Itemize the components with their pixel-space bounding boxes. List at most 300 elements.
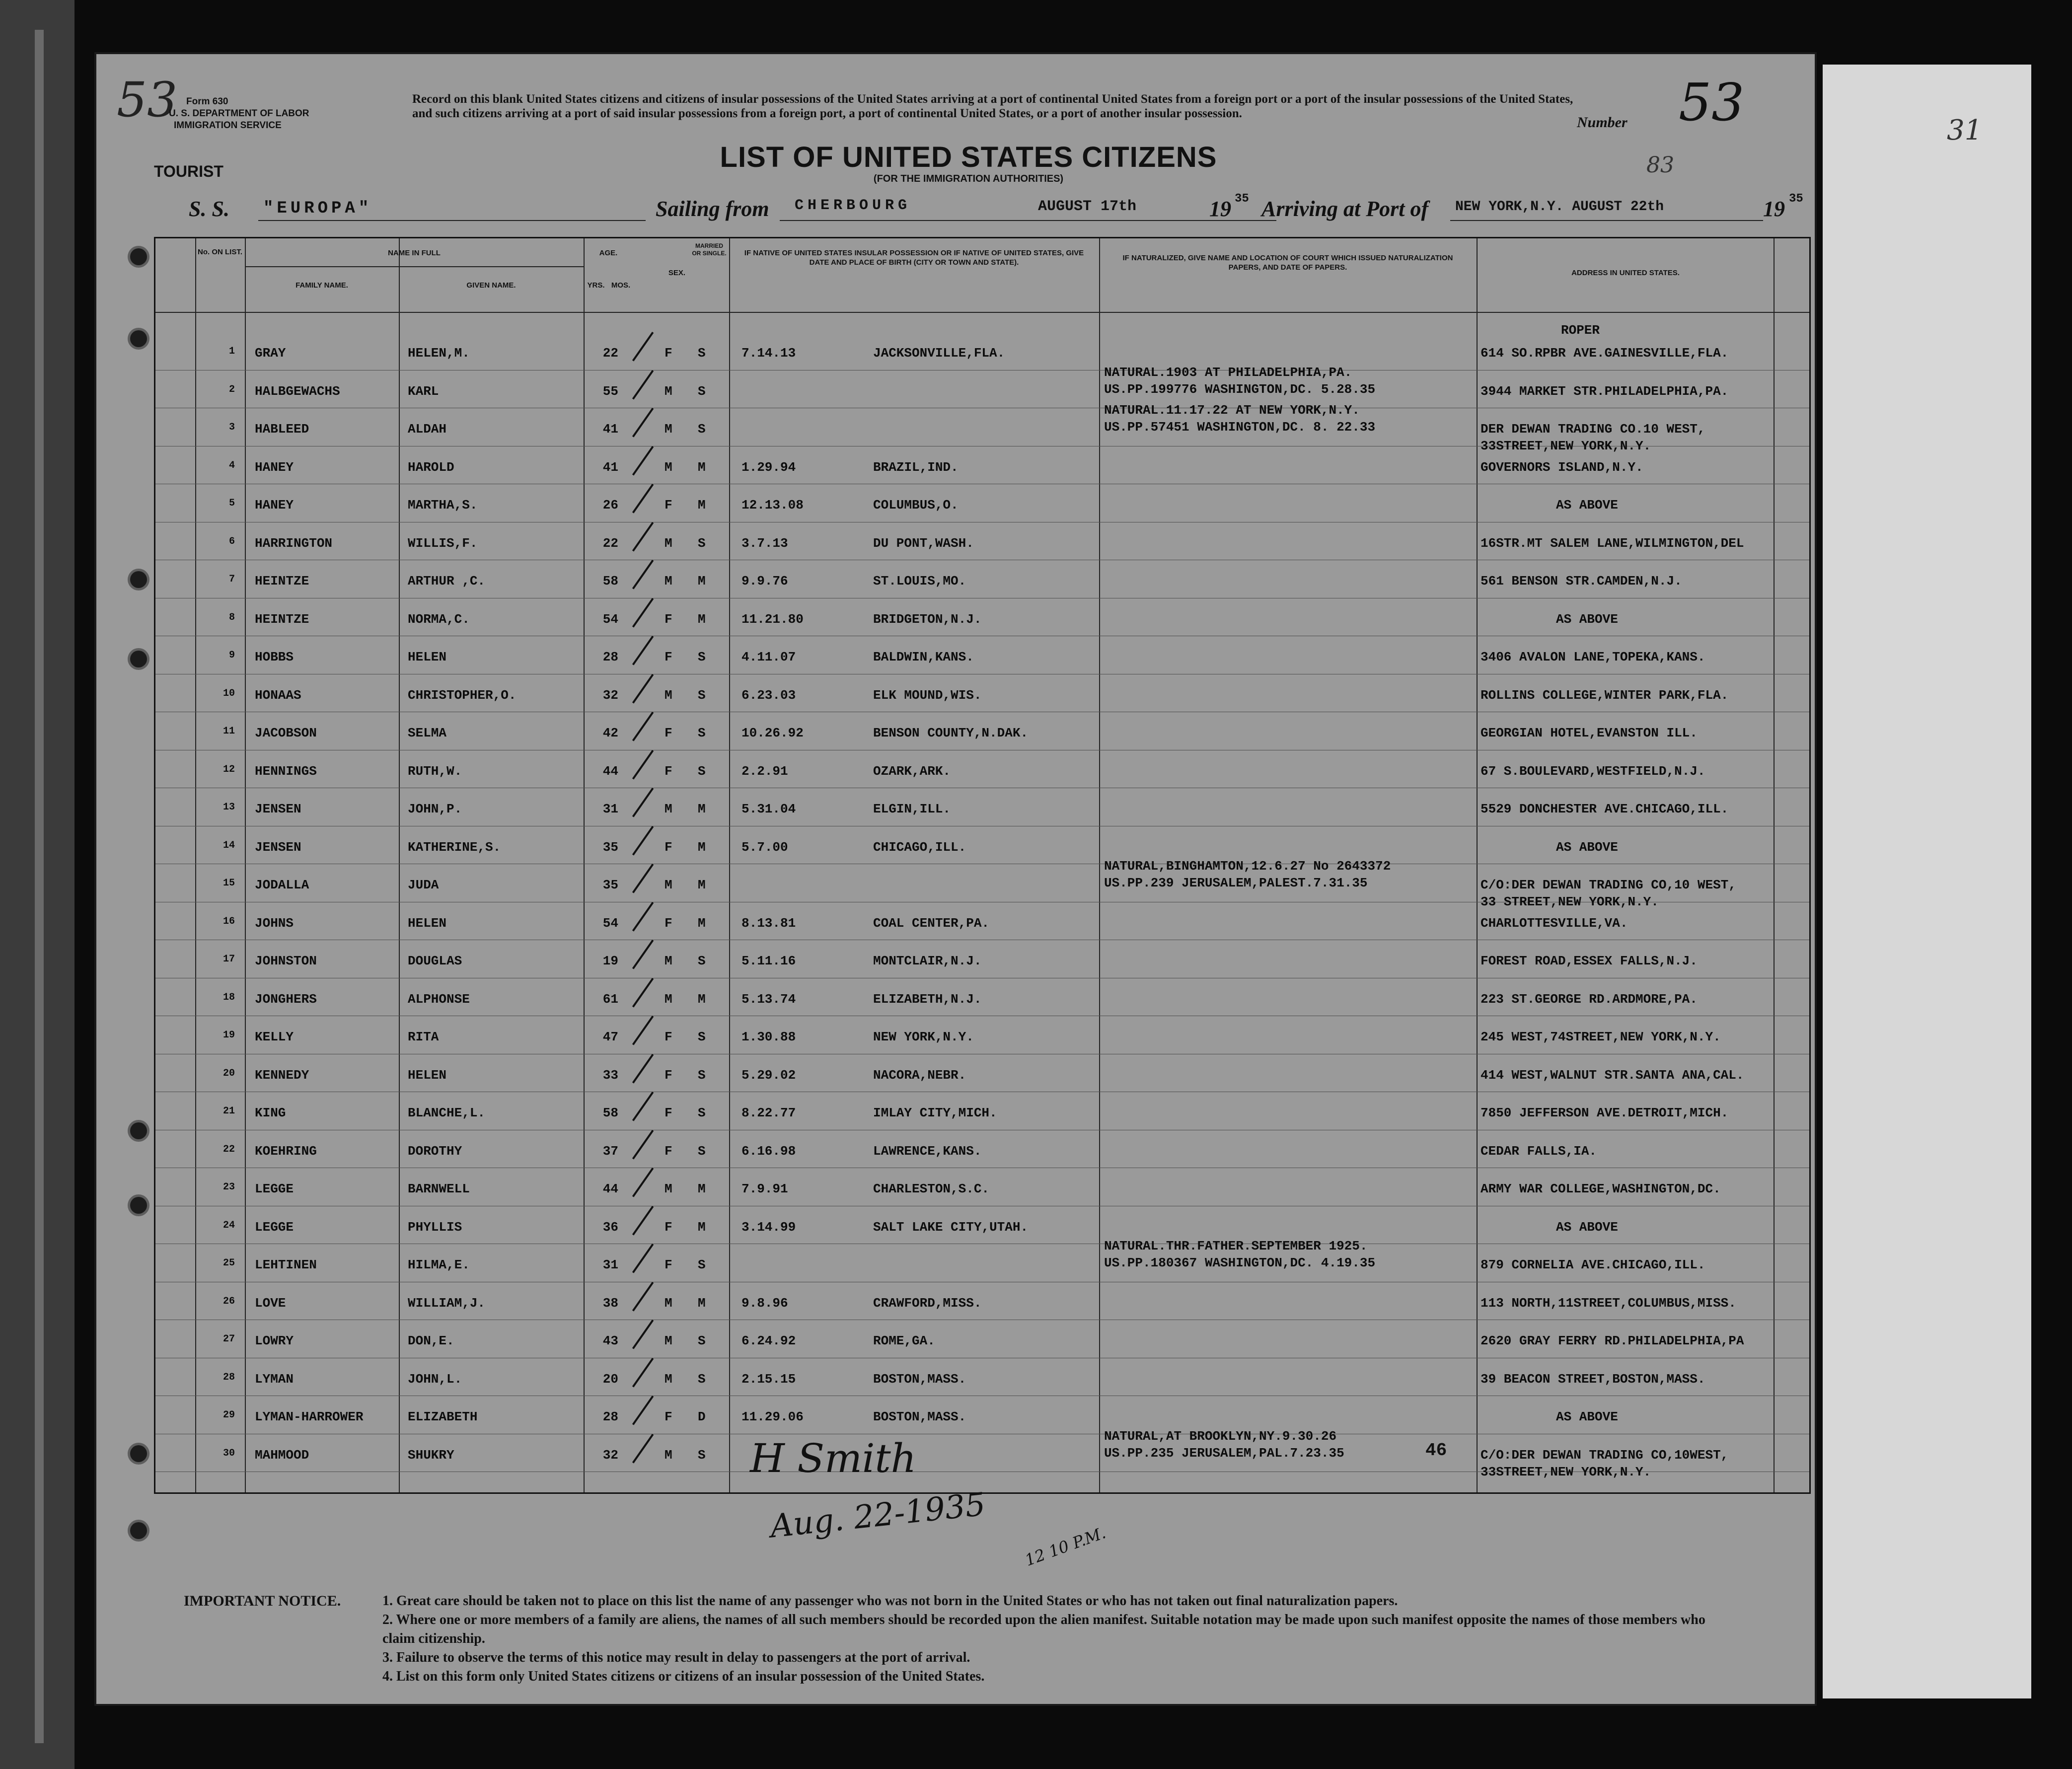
row-number: 28: [222, 1371, 235, 1383]
sex: M: [665, 991, 672, 1007]
check-mark-icon: [632, 446, 654, 476]
row-number: 13: [222, 802, 235, 813]
birth-date: 2.15.15: [741, 1371, 796, 1387]
sex: M: [665, 1447, 672, 1463]
family-name: LEGGE: [255, 1181, 294, 1196]
sailing-line: [780, 220, 1276, 221]
page-title: LIST OF UNITED STATES CITIZENS: [720, 141, 1217, 173]
marital-status: M: [698, 839, 706, 855]
sex: F: [665, 1219, 672, 1235]
age-years: 35: [602, 878, 618, 892]
sex: F: [665, 726, 672, 740]
arriving-line: [1450, 220, 1763, 221]
family-name: LOWRY: [255, 1333, 294, 1348]
marital-status: S: [698, 383, 706, 399]
sex: M: [665, 1371, 672, 1387]
signature: H Smith: [750, 1435, 917, 1481]
naturalization-line-1: NATURAL,AT BROOKLYN,NY.9.30.26: [1104, 1428, 1337, 1444]
col-married: MARRIED OR SINGLE.: [692, 242, 727, 257]
naturalization-line-2: US.PP.235 JERUSALEM,PAL.7.23.35: [1104, 1445, 1344, 1461]
address-line-1: 16STR.MT SALEM LANE,WILMINGTON,DEL: [1480, 535, 1744, 551]
given-name: ELIZABETH: [408, 1409, 478, 1424]
ss-label: S. S.: [189, 197, 229, 221]
age-years: 19: [602, 954, 618, 968]
date-stamp: Aug. 22-1935: [768, 1486, 987, 1546]
row-number: 10: [222, 687, 235, 699]
sex: F: [665, 611, 672, 627]
naturalization-line-2: US.PP.199776 WASHINGTON,DC. 5.28.35: [1104, 381, 1376, 397]
department: U. S. DEPARTMENT OF LABOR: [169, 108, 309, 119]
sex: F: [665, 346, 672, 361]
sex: F: [665, 839, 672, 855]
sex: M: [665, 422, 672, 437]
binder-hole: [130, 1197, 147, 1214]
family-name: LYMAN-HARROWER: [255, 1409, 364, 1424]
age-years: 44: [602, 1181, 618, 1196]
col-naturalized: IF NATURALIZED, GIVE NAME AND LOCATION OF COURT WHICH ISSUED NATURALIZATION PAPERS, AND DATE OF PAPERS.: [1122, 254, 1453, 272]
birth-place: ELIZABETH,N.J.: [873, 991, 982, 1007]
age-years: 58: [602, 1106, 618, 1120]
address-line-1: 7850 JEFFERSON AVE.DETROIT,MICH.: [1480, 1106, 1729, 1120]
marital-status: M: [698, 878, 706, 892]
birth-date: 11.21.80: [741, 611, 804, 627]
col-birth: IF NATIVE OF UNITED STATES INSULAR POSSESSION OR IF NATIVE OF UNITED STATES, GIVE DATE AND PLACE OF BIRTH (CITY OR TOWN AND STATE).: [744, 249, 1084, 267]
birth-date: 8.22.77: [741, 1106, 796, 1120]
row-number: 24: [222, 1219, 235, 1231]
row-number: 23: [222, 1181, 235, 1193]
check-mark-icon: [632, 1434, 654, 1464]
family-name: HONAAS: [255, 687, 301, 703]
address-annotation: ROPER: [1561, 323, 1600, 338]
instructions: Record on this blank United States citizens and citizens of insular possessions of the United States arriving at a port of continental United States from a foreign port or a port of the insular possessions of the United States, and such citizens arriving at a port of said insular possessions from a foreign port, a port of continental United States, or a port of another insular possession.: [412, 92, 1573, 120]
family-name: JENSEN: [255, 802, 301, 816]
marital-status: S: [698, 1447, 706, 1463]
col-divider: [245, 238, 246, 1492]
sex: F: [665, 1143, 672, 1159]
birth-date: 3.7.13: [741, 535, 788, 551]
address-line-1: GOVERNORS ISLAND,N.Y.: [1480, 459, 1643, 475]
age-years: 32: [602, 687, 618, 703]
col-name-in-full: NAME IN FULL: [388, 249, 441, 257]
birth-date: 5.29.02: [741, 1067, 796, 1083]
given-name: ALPHONSE: [408, 991, 470, 1007]
marital-status: M: [698, 991, 706, 1007]
check-mark-icon: [632, 1130, 654, 1160]
naturalization-line-1: NATURAL.1903 AT PHILADELPHIA,PA.: [1104, 365, 1352, 380]
binder-hole: [130, 248, 147, 265]
birth-date: 4.11.07: [741, 650, 796, 664]
row-number: 4: [228, 459, 235, 471]
check-mark-icon: [632, 674, 654, 704]
marital-status: M: [698, 498, 706, 513]
notice-item: 1. Great care should be taken not to place on this list the name of any passenger who was not born in the United States or who has not taken out final naturalization papers.: [382, 1593, 1398, 1609]
notice-item: 4. List on this form only United States citizens or citizens of an insular possession of the United States.: [382, 1669, 985, 1684]
sex: F: [665, 1106, 672, 1120]
address-line-1: AS ABOVE: [1556, 1219, 1618, 1235]
check-mark-icon: [632, 408, 654, 438]
family-name: JENSEN: [255, 839, 301, 855]
birth-date: 6.16.98: [741, 1143, 796, 1159]
check-mark-icon: [632, 1168, 654, 1197]
given-name: KARL: [408, 383, 439, 399]
port-to: NEW YORK,N.Y. AUGUST 22th: [1455, 199, 1664, 215]
row-number: 8: [228, 611, 235, 623]
age-years: 26: [602, 498, 618, 513]
given-name: HAROLD: [408, 459, 454, 475]
check-mark-icon: [632, 522, 654, 552]
check-mark-icon: [632, 750, 654, 780]
age-years: 35: [602, 839, 618, 855]
row-count: 46: [1425, 1440, 1447, 1461]
check-mark-icon: [632, 1016, 654, 1045]
family-name: KENNEDY: [255, 1067, 309, 1083]
sex: M: [665, 535, 672, 551]
binder-hole: [130, 1522, 147, 1539]
birth-place: DU PONT,WASH.: [873, 535, 974, 551]
row-number: 30: [222, 1447, 235, 1459]
marital-status: S: [698, 346, 706, 361]
sex: F: [665, 498, 672, 513]
family-name: HENNINGS: [255, 763, 317, 779]
age-years: 31: [602, 802, 618, 816]
col-divider: [1774, 238, 1775, 1492]
sex: F: [665, 650, 672, 664]
year-2: 35: [1789, 192, 1803, 206]
marital-status: S: [698, 1030, 706, 1044]
check-mark-icon: [632, 332, 654, 362]
address-line-1: 3406 AVALON LANE,TOPEKA,KANS.: [1480, 650, 1705, 664]
check-mark-icon: [632, 636, 654, 665]
address-line-2: 33STREET,NEW YORK,N.Y.: [1480, 1464, 1651, 1479]
col-age: AGE.: [599, 249, 618, 257]
given-name: MARTHA,S.: [408, 498, 478, 513]
birth-date: 5.7.00: [741, 839, 788, 855]
class-label: TOURIST: [154, 162, 223, 180]
notice-item: 3. Failure to observe the terms of this notice may result in delay to passengers at the port of arrival.: [382, 1650, 970, 1665]
birth-date: 9.8.96: [741, 1295, 788, 1311]
age-years: 28: [602, 650, 618, 664]
birth-place: ROME,GA.: [873, 1333, 935, 1348]
birth-date: 2.2.91: [741, 763, 788, 779]
check-mark-icon: [632, 1054, 654, 1084]
page-subtitle: (FOR THE IMMIGRATION AUTHORITIES): [873, 173, 1064, 184]
check-mark-icon: [632, 560, 654, 590]
birth-place: COLUMBUS,O.: [873, 498, 959, 513]
row-number: 21: [222, 1106, 235, 1117]
check-mark-icon: [632, 712, 654, 741]
address-line-1: 2620 GRAY FERRY RD.PHILADELPHIA,PA: [1480, 1333, 1744, 1348]
family-name: HANEY: [255, 459, 294, 475]
row-number: 5: [228, 498, 235, 509]
col-given: GIVEN NAME.: [466, 281, 516, 290]
birth-date: 6.24.92: [741, 1333, 796, 1348]
marital-status: S: [698, 1106, 706, 1120]
given-name: DON,E.: [408, 1333, 454, 1348]
family-name: HANEY: [255, 498, 294, 513]
family-name: HARRINGTON: [255, 535, 333, 551]
marital-status: S: [698, 1257, 706, 1272]
sex: M: [665, 383, 672, 399]
check-mark-icon: [632, 484, 654, 514]
notice-label: IMPORTANT NOTICE.: [184, 1593, 341, 1609]
check-mark-icon: [632, 598, 654, 628]
given-name: JOHN,P.: [408, 802, 462, 816]
check-mark-icon: [632, 1282, 654, 1312]
marital-status: S: [698, 1143, 706, 1159]
ship-line: [258, 220, 646, 221]
address-line-1: 39 BEACON STREET,BOSTON,MASS.: [1480, 1371, 1705, 1387]
birth-date: 1.29.94: [741, 459, 796, 475]
naturalization-line-2: US.PP.180367 WASHINGTON,DC. 4.19.35: [1104, 1255, 1376, 1270]
given-name: HELEN: [408, 915, 447, 931]
sailing-label: Sailing from: [656, 197, 769, 221]
marital-status: S: [698, 954, 706, 968]
address-line-1: AS ABOVE: [1556, 1409, 1618, 1424]
sex: M: [665, 687, 672, 703]
marital-status: M: [698, 459, 706, 475]
name-sub-divider: [245, 266, 584, 267]
given-name: HELEN: [408, 1067, 447, 1083]
age-years: 28: [602, 1409, 618, 1424]
address-line-1: GEORGIAN HOTEL,EVANSTON ILL.: [1480, 726, 1698, 740]
given-name: PHYLLIS: [408, 1219, 462, 1235]
row-number: 22: [222, 1143, 235, 1155]
binder-hole: [130, 1445, 147, 1462]
birth-date: 10.26.92: [741, 726, 804, 740]
col-divider: [729, 238, 730, 1492]
birth-date: 8.13.81: [741, 915, 796, 931]
col-sex: SEX.: [668, 269, 686, 277]
naturalization-line-2: US.PP.57451 WASHINGTON,DC. 8. 22.33: [1104, 420, 1376, 435]
given-name: JOHN,L.: [408, 1371, 462, 1387]
row-number: 20: [222, 1067, 235, 1079]
birth-date: 1.30.88: [741, 1030, 796, 1044]
given-name: KATHERINE,S.: [408, 839, 501, 855]
family-name: HOBBS: [255, 650, 294, 664]
family-name: GRAY: [255, 346, 286, 361]
header-divider: [155, 312, 1809, 313]
binder-bar: [35, 30, 44, 1743]
address-line-1: C/O:DER DEWAN TRADING CO,10 WEST,: [1480, 878, 1736, 892]
binder-hole: [130, 651, 147, 667]
family-name: JOHNSTON: [255, 954, 317, 968]
marital-status: M: [698, 1181, 706, 1196]
year-prefix-1: 19: [1209, 197, 1231, 221]
age-years: 41: [602, 459, 618, 475]
family-name: JODALLA: [255, 878, 309, 892]
col-divider: [1099, 238, 1100, 1492]
birth-place: BENSON COUNTY,N.DAK.: [873, 726, 1029, 740]
given-name: BLANCHE,L.: [408, 1106, 486, 1120]
notice-items: [382, 1592, 1723, 1686]
marital-status: M: [698, 915, 706, 931]
check-mark-icon: [632, 940, 654, 969]
check-mark-icon: [632, 1092, 654, 1121]
given-name: ARTHUR ,C.: [408, 574, 486, 589]
birth-place: ELK MOUND,WIS.: [873, 687, 982, 703]
given-name: HILMA,E.: [408, 1257, 470, 1272]
birth-date: 5.31.04: [741, 802, 796, 816]
given-name: RITA: [408, 1030, 439, 1044]
family-name: LYMAN: [255, 1371, 294, 1387]
row-number: 18: [222, 991, 235, 1003]
row-number: 11: [222, 726, 235, 737]
row-number: 2: [228, 383, 235, 395]
marital-status: S: [698, 535, 706, 551]
row-number: 6: [228, 535, 235, 547]
marital-status: M: [698, 611, 706, 627]
col-divider: [1477, 238, 1478, 1492]
naturalization-line-1: NATURAL.11.17.22 AT NEW YORK,N.Y.: [1104, 403, 1360, 418]
col-address: ADDRESS IN UNITED STATES.: [1571, 269, 1680, 277]
family-name: HALBGEWACHS: [255, 383, 340, 399]
row-number: 17: [222, 954, 235, 965]
row-number: 26: [222, 1295, 235, 1307]
check-mark-icon: [632, 826, 654, 856]
birth-place: COAL CENTER,PA.: [873, 915, 990, 931]
row-number: 25: [222, 1257, 235, 1269]
birth-place: BOSTON,MASS.: [873, 1371, 966, 1387]
row-number: 16: [222, 915, 235, 927]
corner-page-mark: 53: [117, 72, 178, 128]
col-no: No. ON LIST.: [198, 248, 242, 256]
check-mark-icon: [632, 1358, 654, 1388]
family-name: HEINTZE: [255, 611, 309, 627]
naturalization-line-1: NATURAL.THR.FATHER.SEPTEMBER 1925.: [1104, 1239, 1368, 1253]
birth-place: ST.LOUIS,MO.: [873, 574, 966, 589]
given-name: SHUKRY: [408, 1447, 454, 1463]
marital-status: M: [698, 802, 706, 816]
marital-status: S: [698, 650, 706, 664]
time-note: 12 10 P.M.: [1022, 1523, 1109, 1570]
address-line-1: ROLLINS COLLEGE,WINTER PARK,FLA.: [1480, 687, 1729, 703]
marital-status: M: [698, 1295, 706, 1311]
address-line-1: DER DEWAN TRADING CO.10 WEST,: [1480, 422, 1705, 437]
row-number: 27: [222, 1333, 235, 1345]
sex: M: [665, 1181, 672, 1196]
given-name: WILLIS,F.: [408, 535, 478, 551]
birth-place: NEW YORK,N.Y.: [873, 1030, 974, 1044]
given-name: DOUGLAS: [408, 954, 462, 968]
address-line-1: ARMY WAR COLLEGE,WASHINGTON,DC.: [1480, 1181, 1721, 1196]
address-line-1: AS ABOVE: [1556, 839, 1618, 855]
age-years: 31: [602, 1257, 618, 1272]
address-line-1: 113 NORTH,11STREET,COLUMBUS,MISS.: [1480, 1295, 1736, 1311]
family-name: LEGGE: [255, 1219, 294, 1235]
service: IMMIGRATION SERVICE: [174, 120, 282, 131]
age-years: 33: [602, 1067, 618, 1083]
marital-status: S: [698, 687, 706, 703]
col-yrs: YRS.: [587, 281, 605, 290]
notice-item: 2. Where one or more members of a family are aliens, the names of all such members should be recorded upon the alien manifest. Suitable notation may be made upon such manifest opposite the names of those members who claim citizenship.: [382, 1612, 1705, 1646]
age-years: 43: [602, 1333, 618, 1348]
birth-date: 5.11.16: [741, 954, 796, 968]
row-number: 1: [228, 346, 235, 357]
check-mark-icon: [632, 370, 654, 400]
address-line-1: AS ABOVE: [1556, 498, 1618, 513]
age-years: 37: [602, 1143, 618, 1159]
marital-status: D: [698, 1409, 706, 1424]
sex: F: [665, 1409, 672, 1424]
number-label: Number: [1577, 114, 1628, 131]
given-name: HELEN: [408, 650, 447, 664]
marital-status: M: [698, 574, 706, 589]
address-line-1: 414 WEST,WALNUT STR.SANTA ANA,CAL.: [1480, 1067, 1744, 1083]
family-name: LOVE: [255, 1295, 286, 1311]
marital-status: M: [698, 1219, 706, 1235]
family-name: JACOBSON: [255, 726, 317, 740]
given-name: WILLIAM,J.: [408, 1295, 486, 1311]
sex: M: [665, 878, 672, 892]
birth-date: 3.14.99: [741, 1219, 796, 1235]
adjacent-page: [1823, 65, 2031, 1698]
age-years: 61: [602, 991, 618, 1007]
address-line-1: 245 WEST,74STREET,NEW YORK,N.Y.: [1480, 1030, 1721, 1044]
birth-date: 7.14.13: [741, 346, 796, 361]
address-line-1: 223 ST.GEORGE RD.ARDMORE,PA.: [1480, 991, 1698, 1007]
address-line-2: 33 STREET,NEW YORK,N.Y.: [1480, 894, 1659, 909]
birth-date: 11.29.06: [741, 1409, 804, 1424]
row-number: 29: [222, 1409, 235, 1421]
age-years: 54: [602, 611, 618, 627]
list-number: 53: [1679, 72, 1745, 133]
check-mark-icon: [632, 902, 654, 932]
birth-date: 6.23.03: [741, 687, 796, 703]
birth-date: 9.9.76: [741, 574, 788, 589]
age-years: 55: [602, 383, 618, 399]
address-line-1: 879 CORNELIA AVE.CHICAGO,ILL.: [1480, 1257, 1705, 1272]
arriving-label: Arriving at Port of: [1261, 197, 1429, 221]
address-line-1: C/O:DER DEWAN TRADING CO,10WEST,: [1480, 1447, 1729, 1463]
age-years: 54: [602, 915, 618, 931]
check-mark-icon: [632, 1320, 654, 1349]
age-years: 41: [602, 422, 618, 437]
address-line-1: 561 BENSON STR.CAMDEN,N.J.: [1480, 574, 1682, 589]
address-line-1: 5529 DONCHESTER AVE.CHICAGO,ILL.: [1480, 802, 1729, 816]
age-years: 22: [602, 346, 618, 361]
sex: M: [665, 459, 672, 475]
marital-status: S: [698, 1371, 706, 1387]
family-name: KOEHRING: [255, 1143, 317, 1159]
binder-edge: [0, 0, 74, 1769]
address-line-1: FOREST ROAD,ESSEX FALLS,N.J.: [1480, 954, 1698, 968]
birth-date: 12.13.08: [741, 498, 804, 513]
family-name: LEHTINEN: [255, 1257, 317, 1272]
address-line-1: 614 SO.RPBR AVE.GAINESVILLE,FLA.: [1480, 346, 1729, 361]
given-name: DOROTHY: [408, 1143, 462, 1159]
age-years: 36: [602, 1219, 618, 1235]
family-name: HABLEED: [255, 422, 309, 437]
address-line-1: AS ABOVE: [1556, 611, 1618, 627]
family-name: HEINTZE: [255, 574, 309, 589]
check-mark-icon: [632, 978, 654, 1008]
address-line-1: 67 S.BOULEVARD,WESTFIELD,N.J.: [1480, 763, 1705, 779]
age-years: 44: [602, 763, 618, 779]
birth-place: NACORA,NEBR.: [873, 1067, 966, 1083]
birth-place: IMLAY CITY,MICH.: [873, 1106, 997, 1120]
sex: M: [665, 802, 672, 816]
binder-hole: [130, 571, 147, 588]
marital-status: S: [698, 726, 706, 740]
age-years: 47: [602, 1030, 618, 1044]
sail-date: AUGUST 17th: [1038, 198, 1137, 215]
birth-place: JACKSONVILLE,FLA.: [873, 346, 1005, 361]
age-years: 58: [602, 574, 618, 589]
col-family: FAMILY NAME.: [296, 281, 348, 290]
sex: M: [665, 954, 672, 968]
sex: F: [665, 1030, 672, 1044]
sex: M: [665, 1333, 672, 1348]
